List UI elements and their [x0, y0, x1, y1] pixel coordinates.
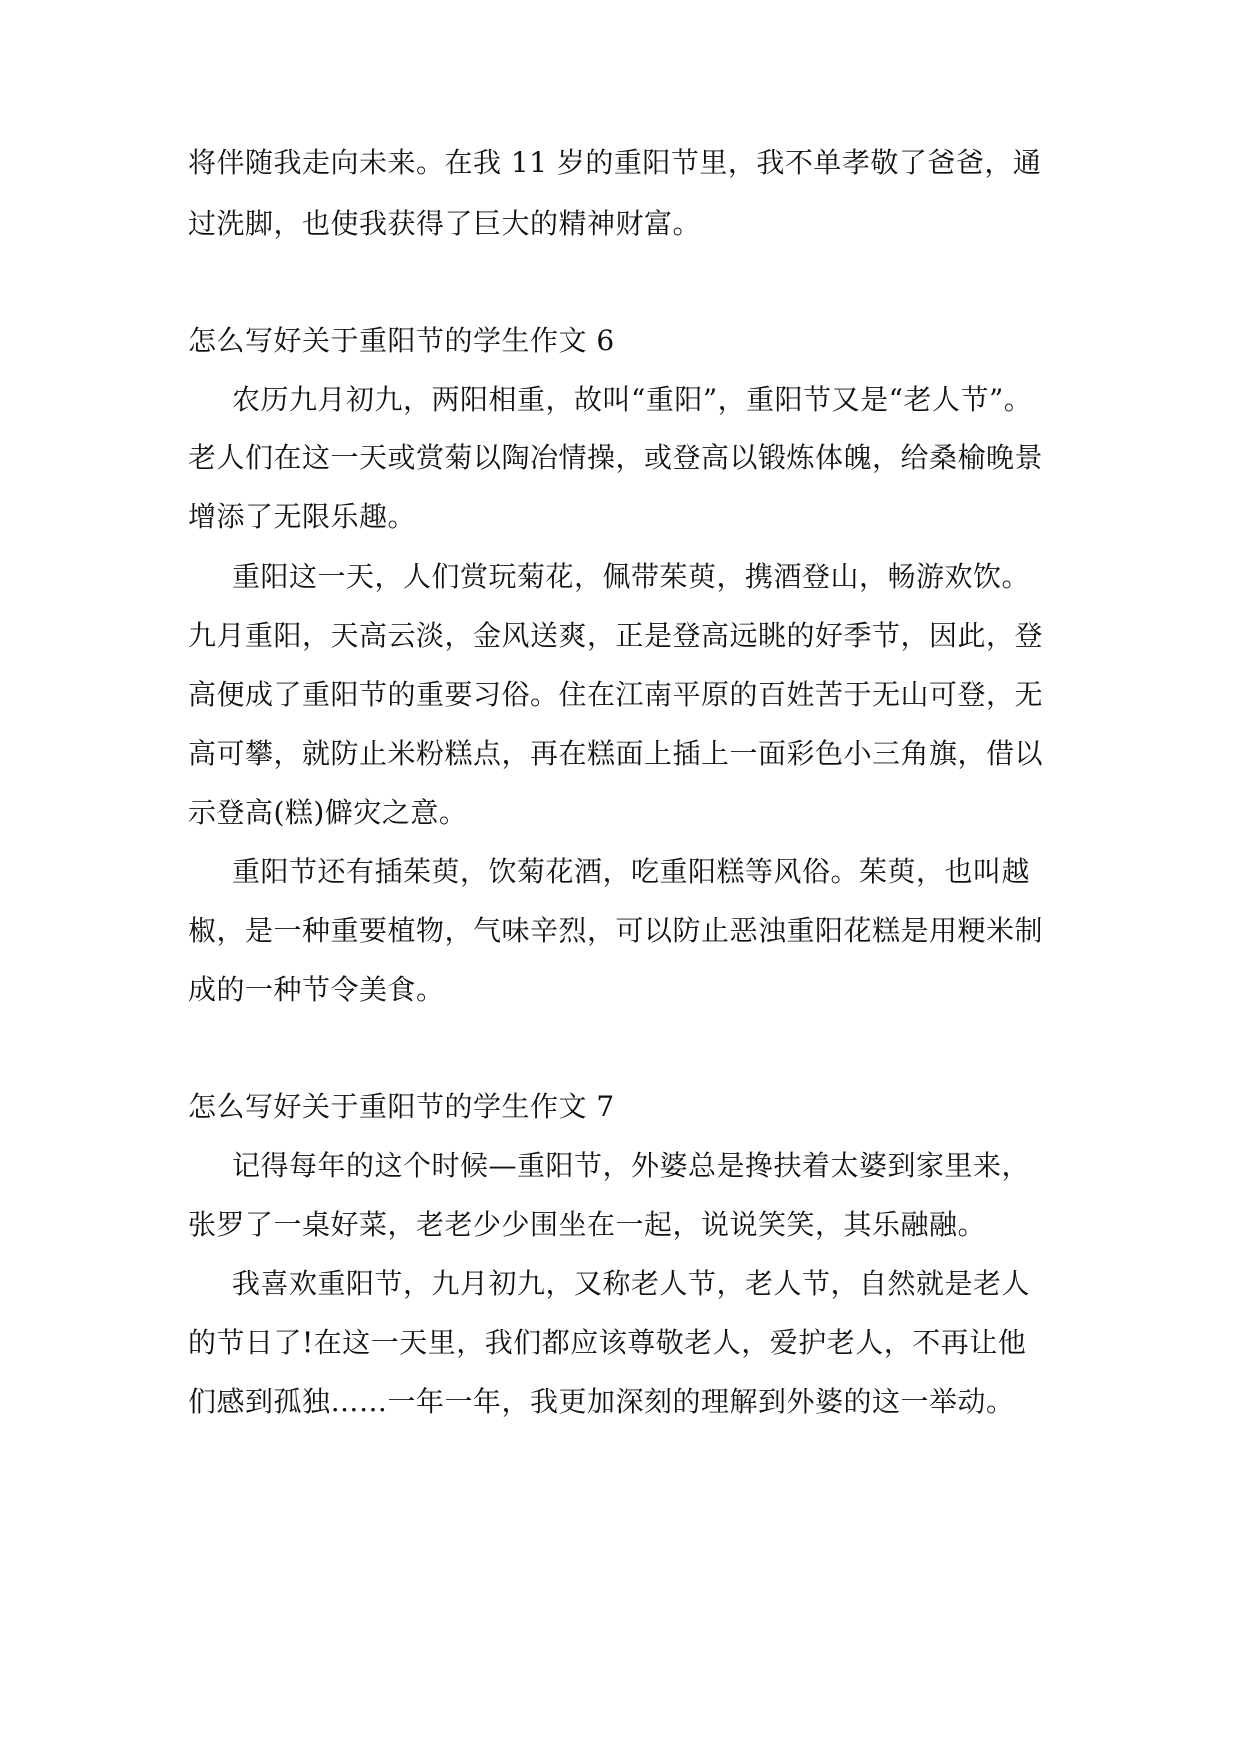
section-heading: 怎么写好关于重阳节的学生作文 6: [188, 324, 615, 357]
body-text-line: 重阳这一天，人们赏玩菊花，佩带茱萸，携酒登山，畅游欢饮。: [232, 560, 1031, 593]
body-text-line: 农历九月初九，两阳相重，故叫“重阳”，重阳节又是“老人节”。: [232, 383, 1033, 416]
section-heading: 怎么写好关于重阳节的学生作文 7: [188, 1090, 615, 1123]
body-text-line: 高可攀，就防止米粉糕点，再在糕面上插上一面彩色小三角旗，借以: [188, 737, 1044, 770]
body-text-line: 张罗了一桌好菜，老老少少围坐在一起，说说笑笑，其乐融融。: [188, 1208, 987, 1241]
body-text-line: 示登高(糕)僻灾之意。: [188, 796, 468, 829]
body-text-line: 的节日了!在这一天里，我们都应该尊敬老人，爱护老人，不再让他: [188, 1326, 1027, 1359]
body-text-line: 增添了无限乐趣。: [188, 500, 417, 533]
body-text-line: 椒，是一种重要植物，气味辛烈，可以防止恶浊重阳花糕是用粳米制: [188, 914, 1044, 947]
body-text-line: 将伴随我走向未来。在我 11 岁的重阳节里，我不单孝敬了爸爸，通: [188, 146, 1042, 179]
body-text-line: 九月重阳，天高云淡，金风送爽，正是登高远眺的好季节，因此，登: [188, 619, 1044, 652]
body-text-line: 们感到孤独……一年一年，我更加深刻的理解到外婆的这一举动。: [188, 1385, 1015, 1418]
body-text-line: 我喜欢重阳节，九月初九，又称老人节，老人节，自然就是老人: [232, 1267, 1031, 1300]
body-text-line: 过洗脚，也使我获得了巨大的精神财富。: [188, 207, 702, 240]
body-text-line: 记得每年的这个时候—重阳节，外婆总是搀扶着太婆到家里来，: [232, 1149, 1031, 1182]
body-text-line: 成的一种节令美食。: [188, 973, 445, 1006]
body-text-line: 高便成了重阳节的重要习俗。住在江南平原的百姓苦于无山可登，无: [188, 678, 1044, 711]
body-text-line: 老人们在这一天或赏菊以陶冶情操，或登高以锻炼体魄，给桑榆晚景: [188, 441, 1044, 474]
body-text-line: 重阳节还有插茱萸，饮菊花酒，吃重阳糕等风俗。茱萸，也叫越: [232, 855, 1031, 888]
